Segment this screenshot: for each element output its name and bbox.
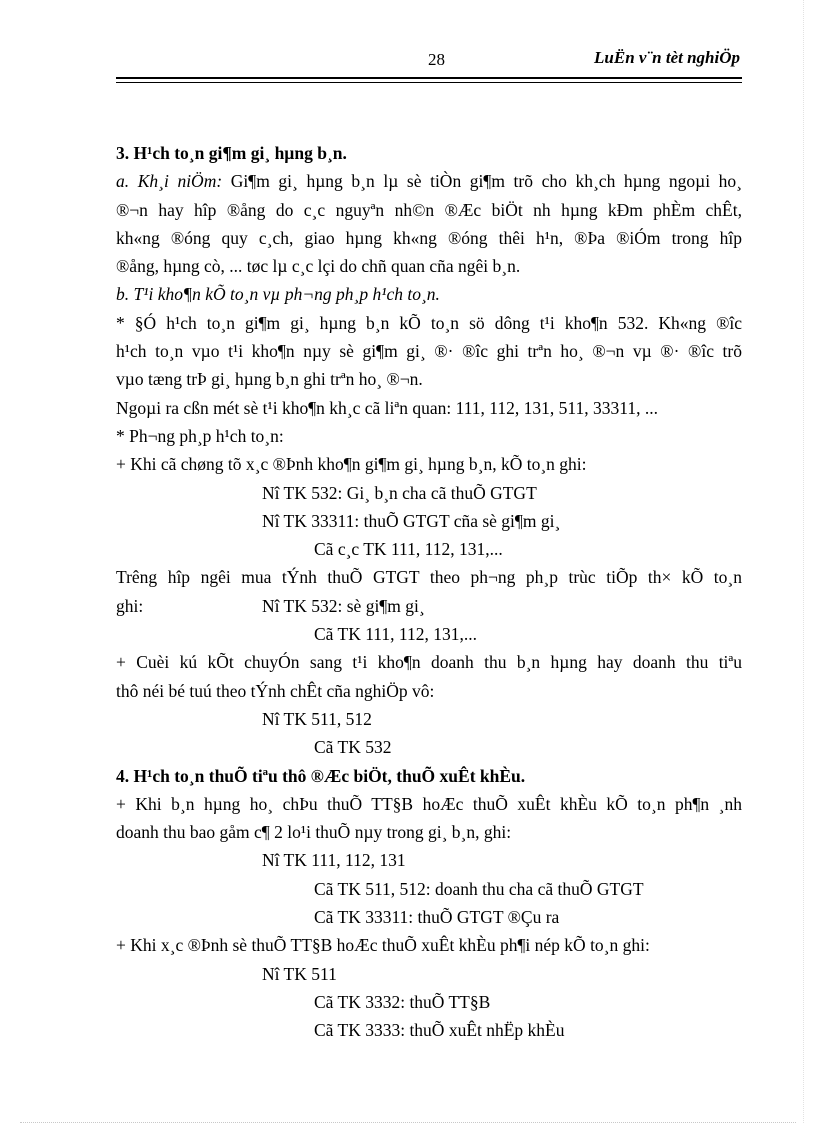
subheading-concept: a. Kh¸i niÖm: — [116, 171, 223, 192]
paragraph-line: * Ph¬ng ph¸p h¹ch to¸n: — [116, 425, 284, 446]
journal-entry: Cã TK 3332: thuÕ TT§B — [314, 991, 491, 1012]
paragraph-line: Ngoµi ra cßn mét sè t¹i kho¶n kh¸c cã liªn quan: 111, 112, 131, 511, 33311, ... — [116, 397, 658, 418]
subheading-accounts: b. T¹i kho¶n kÕ to¸n vµ ph¬ng ph¸p h¹ch to¸n. — [116, 284, 440, 305]
journal-entry: Cã TK 3333: thuÕ xuÊt nhËp khÈu — [314, 1020, 565, 1041]
paragraph-line: + Khi cã chøng tõ x¸c ®Þnh kho¶n gi¶m gi¸ hµng b¸n, kÕ to¸n ghi: — [116, 454, 587, 475]
journal-entry: Cã TK 511, 512: doanh thu cha cã thuÕ GTGT — [314, 878, 644, 899]
paragraph-line — [116, 167, 742, 195]
header-rule-thick — [116, 77, 742, 79]
section-heading-4: 4. H¹ch to¸n thuÕ tiªu thô ®Æc biÖt, thuÕ xuÊt khÈu. — [116, 765, 526, 786]
journal-entry: Cã TK 111, 112, 131,... — [314, 624, 478, 645]
paragraph-line: * §Ó h¹ch to¸n gi¶m gi¸ hµng b¸n kÕ to¸n sö dông t¹i kho¶n 532. Kh«ng ®îc — [116, 312, 742, 333]
paragraph-line: Trêng hîp ngêi mua tÝnh thuÕ GTGT theo ph¬ng ph¸p trùc tiÕp th× kÕ to¸n — [116, 567, 742, 588]
journal-entry: Cã TK 532 — [314, 737, 392, 758]
journal-entry: Nî TK 33311: thuÕ GTGT cña sè gi¶m gi¸ — [262, 510, 561, 531]
header-title: LuËn v¨n tèt nghiÖp — [594, 48, 740, 67]
paragraph-line: + Cuèi kú kÕt chuyÓn sang t¹i kho¶n doanh thu b¸n hµng hay doanh thu tiªu — [116, 652, 742, 673]
journal-entry: Nî TK 511 — [262, 963, 337, 984]
header-rule-thin — [116, 82, 742, 83]
journal-entry: Nî TK 532: sè gi¶m gi¸ — [262, 595, 425, 616]
journal-entry: Nî TK 111, 112, 131 — [262, 850, 406, 871]
document-body — [116, 139, 742, 1045]
section-heading-3: 3. H¹ch to¸n gi¶m gi¸ hµng b¸n. — [116, 143, 347, 163]
paragraph-line — [116, 592, 742, 620]
paragraph-line: kh«ng ®óng quy c¸ch, giao hµng kh«ng ®óng thêi h¹n, ®Þa ®iÓm trong hîp — [116, 227, 742, 248]
journal-entry: Nî TK 532: Gi¸ b¸n cha cã thuÕ GTGT — [262, 482, 537, 503]
paragraph-line: vµo tæng trÞ gi¸ hµng b¸n ghi trªn ho¸ ®¬n. — [116, 369, 423, 390]
text-span: Gi¶m gi¸ hµng b¸n lµ sè tiÒn gi¶m trõ cho kh¸ch hµng ngoµi ho¸ — [222, 171, 743, 192]
paragraph-line: + Khi b¸n hµng ho¸ chÞu thuÕ TT§B hoÆc thuÕ xuÊt khÈu kÕ to¸n ph¶n ¸nh — [116, 793, 742, 814]
journal-entry: Nî TK 511, 512 — [262, 708, 372, 729]
page-edge-right — [803, 0, 805, 1123]
paragraph-line: h¹ch to¸n vµo t¹i kho¶n nµy sè gi¶m gi¸ ®· ®îc ghi trªn ho¸ ®¬n vµ ®· ®îc trõ — [116, 341, 742, 362]
paragraph-line: + Khi x¸c ®Þnh sè thuÕ TT§B hoÆc thuÕ xuÊt khÈu ph¶i nép kÕ to¸n ghi: — [116, 935, 650, 956]
journal-entry: Cã c¸c TK 111, 112, 131,... — [314, 539, 503, 560]
text-span: ghi: — [116, 595, 144, 616]
page-header — [116, 44, 742, 84]
journal-entry: Cã TK 33311: thuÕ GTGT ®Çu ra — [314, 907, 560, 928]
page-number: 28 — [428, 50, 445, 69]
paragraph-line: thô néi bé tuú theo tÝnh chÊt cña nghiÖp vô: — [116, 680, 435, 701]
paragraph-line: ®¬n hay hîp ®ång do c¸c nguyªn nh©n ®Æc biÖt nh hµng kÐm phÈm chÊt, — [116, 199, 742, 220]
paragraph-line: doanh thu bao gåm c¶ 2 lo¹i thuÕ nµy trong gi¸ b¸n, ghi: — [116, 822, 512, 843]
paragraph-line: ®ång, hµng cò, ... tøc lµ c¸c lçi do chñ quan cña ngêi b¸n. — [116, 256, 521, 277]
